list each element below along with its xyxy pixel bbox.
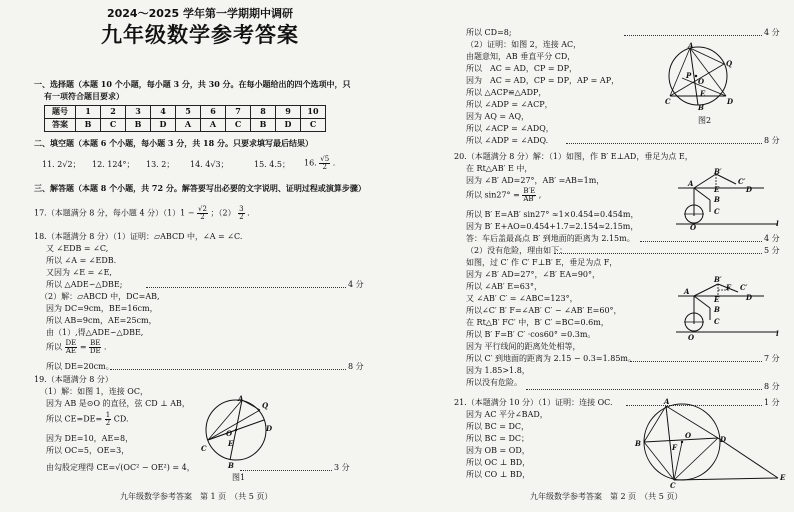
q18-ratio-end: . [103,342,107,352]
car2-label-c: C [714,317,720,326]
car1-label-c: C [714,207,720,216]
fig21-label-a: A [664,397,670,406]
section1-heading: 一、选择题（本题 10 个小题，每小题 3 分，共 30 分。在每小题给出的四个选项中，只 [34,79,351,89]
choice-answer-table [44,105,326,132]
car1-label-o: O [690,223,697,232]
car2-label-e: E [714,295,720,304]
fraction-numerator: √2 [198,205,207,213]
q18-line: 由（1）,得△ADE∽△DBE, [46,328,144,337]
q20-line: 在 Rt△AB′ E 中， [466,164,533,173]
fig21-label-f: F [672,443,677,452]
segment-qc [208,410,260,440]
table-cell-number: 1 [76,106,101,119]
car2-label-o: O [688,333,695,342]
fill-answer-13: 13. 2； [146,160,175,169]
q20-line: 因为 B′ E+AO=0.454+1.7=2.154≈2.15m， [466,222,639,231]
fill-answer-12: 12. 124°； [92,160,135,169]
score-leader [566,143,762,144]
table-cell-answer: B [76,119,101,132]
table-row2-label: 答案 [45,119,76,132]
q20-line: 在 Rt△B′ FC′ 中，B′ C′ =BC=0.6m， [466,318,609,327]
fraction-denominator: 2 [322,163,327,171]
q19b-line: 所以 AC = AD，CP = DP， [466,64,577,73]
right-page [402,0,794,512]
fraction [238,206,244,221]
fig2-label-a: A [688,41,694,50]
q20-sin-prefix: 所以 sin27° = [466,190,520,200]
fraction [197,206,208,221]
q18-line: 所以 AB=9cm，AE=25cm， [46,316,157,325]
fig1-label-c: C [201,444,207,453]
segment-de [718,435,778,478]
table-cell-answer: A [176,119,201,132]
score-label: 3 分 [334,463,350,472]
q20-line: 20.（本题满分 8 分）解：（1）如图，作 B′ E⊥AD，垂足为点 E， [454,152,693,161]
fraction-denominator: AB′ [523,195,536,203]
score-leader [110,369,346,370]
q19b-line: 所以 △ACP≌△ADP， [466,88,547,97]
fig21-label-e: E [780,473,786,482]
fill-answer-14: 14. 4√3； [190,160,229,169]
table-cell-number: 7 [226,106,251,119]
car2-label-a: A [684,287,690,296]
q19-line: 因为 AB 是⊙O 的直径，弦 CD ⊥ AB， [46,399,190,408]
q18-ratio-prefix: 所以 [46,342,62,352]
car1-label-c-prime: C′ [738,177,746,186]
q21-line: 因为 OB = OD， [466,446,530,455]
score-label: 1 分 [764,398,780,407]
table-row-answers [45,119,326,132]
table-cell-number: 10 [301,106,326,119]
table-cell-number: 5 [176,106,201,119]
score-label: 8 分 [764,382,780,391]
score-label: 5 分 [764,246,780,255]
q18-line: 所以 DE=20cm。 [46,362,114,371]
segment-bc [644,442,674,480]
q21-line: 所以 CO ⊥ BD， [466,470,531,479]
center-point-o [235,429,237,431]
segment-qc [670,64,724,96]
fig1-caption: 图1 [232,473,246,482]
fig2-label-d: D [727,97,734,106]
q21-line: 所以 BC = DC， [466,422,530,431]
q18-line: 18.（本题满分 8 分）（1）证明：▱ABCD 中，∠A = ∠C. [34,232,243,241]
q20-line: 答：车后盖最高点 B′ 到地面的距离为 2.15m。 [466,234,635,243]
fill-answer-16-suffix: . [332,158,336,168]
car1-label-b-prime: B′ [714,167,722,176]
q18-line: 所以 ∠A = ∠EDB. [46,256,117,265]
q18-line: 因为 DC=9cm，BE=16cm， [46,304,158,313]
score-leader [526,389,762,390]
q19-line: （1）解：如图 1，连接 OC， [40,387,148,396]
segment-cd [674,438,718,480]
q19b-line: 因为 AQ = AQ， [466,112,530,121]
fig1-label-d: D [266,424,273,433]
score-label: 8 分 [764,136,780,145]
segment-ab-prime [694,174,716,188]
score-label: 7 分 [764,354,780,363]
fraction-denominator: DE [89,347,101,355]
fraction-denominator: AE [65,347,76,355]
q19b-line: 所以 ∠ACP = ∠ADQ， [466,124,554,133]
q20-line: 所以∠C′ B′ F=∠AB′ C′ − ∠AB′ E=60°， [466,306,622,315]
fig1-label-a: A [238,394,244,403]
q18-line: 又 ∠EDB = ∠C, [46,244,109,253]
q17-mid: ；（2） [210,208,236,218]
car2-label-b: B [714,305,720,314]
q20-line-sin [466,188,541,203]
fraction-denominator: 2 [200,213,205,221]
q20-line: 所以 B′ E=AB′ sin27° ≈1×0.454=0.454m， [466,210,639,219]
table-cell-answer: D [276,119,301,132]
fig2-label-o: O [698,77,705,86]
table-cell-number: 3 [126,106,151,119]
q20-line: 所以 C′ 到地面的距离为 2.15 − 0.3=1.85m。 [466,354,636,363]
q19-half-prefix: 所以 CE=DE= [46,414,103,424]
q17-end: . [247,208,250,218]
q21-line: 因为 AC 平分∠BAD， [466,410,548,419]
score-label: 4 分 [764,28,780,37]
fig2-label-p: P [686,71,692,80]
exam-term-title: 2024～2025 学年第一学期期中调研 [106,7,294,20]
table-cell-answer: C [101,119,126,132]
fraction-denominator: 2 [105,419,111,427]
score-label: 8 分 [348,362,364,371]
q19-line: 由勾股定理得 CE=√(OC² − OE²) = 4， [46,463,195,472]
fig2-label-e: E [700,89,706,98]
fig1-label-o: O [226,429,233,438]
table-cell-number: 2 [101,106,126,119]
q17-prefix: 17.（本题满分 8 分，每小题 4 分）（1）1 − [34,208,195,218]
score-leader [624,35,762,36]
segment-ad [666,406,718,438]
car2-label-c-prime: C′ [740,283,748,292]
fig2-label-c: C [665,97,671,106]
fraction-denominator: 2 [239,213,244,221]
page-footer: 九年级数学参考答案 第 2 页 （共 5 页） [530,492,683,501]
fig21-label-c: C [670,481,676,490]
fraction-numerator: BE [90,339,101,347]
q19b-line: （2）证明：如图 2，连接 AC， [466,40,582,49]
q18-ratio-eq: = [79,342,87,352]
q19b-line: 所以 ∠ADP = ∠ADQ. [466,136,549,145]
fraction [522,188,536,203]
score-leader [554,253,762,254]
section2-heading: 二、填空题（本题 6 个小题，每小题 3 分，共 18 分。只要求填写最后结果） [34,138,313,148]
fig2-caption: 图2 [698,116,712,125]
fraction [319,156,330,171]
fraction-numerator: 3 [239,205,244,213]
fig21-label-b: B [635,439,641,448]
center-point-o [681,441,683,443]
score-leader [640,241,762,242]
q19b-line: 由题意知，AB 垂直平分 CD， [466,52,576,61]
q20-line: （2）没有危险，理由如下： [466,246,568,255]
table-cell-number: 6 [201,106,226,119]
fig1-label-q: Q [262,401,269,410]
q20-line: 所以 B′ F=B′ C′ ·cos60° =0.3m。 [466,330,596,339]
fig21-label-o: O [685,431,692,440]
fill-answer-11: 11. 2√2； [42,160,81,169]
segment-ab [694,296,710,308]
fig1-label-b: B [228,461,234,470]
answer-key-title: 九年级数学参考答案 [101,23,299,47]
table-row-numbers [45,106,326,119]
fraction [65,340,78,355]
q19-half-suffix: CD. [113,414,129,424]
score-label: 4 分 [348,280,364,289]
q20-line: 如图，过 C′ 作 C′ F⊥B′ E，垂足为点 F， [466,258,618,267]
q19b-line: 因为 AC = AD，CP = DP，AP = AP， [466,76,620,85]
table-cell-answer: C [226,119,251,132]
fig2-label-b: B [698,103,704,112]
table-cell-answer: B [251,119,276,132]
center-point-o [695,75,697,77]
fraction-numerator: DE [65,339,77,347]
segment-ab [694,188,710,200]
segment-aq [242,400,260,410]
q19b-line: 所以 ∠ADP = ∠ACP， [466,100,553,109]
q20-line: 因为 ∠B′ AD=27°，AB′ =AB=1m， [466,176,605,185]
q21-line: 所以 BC = DC； [466,434,530,443]
q20-line: 又 ∠AB′ C′ = ∠ABC=123°， [466,294,578,303]
section3-heading: 三、解答题（本题 8 个小题，共 72 分。解答要写出必要的文字说明、证明过程或演算步骤） [34,183,366,193]
fig1-label-e: E [228,439,234,448]
table-row1-label: 题号 [45,106,76,119]
q19-line: 因为 DE=10，AE=8， [46,434,134,443]
fraction [105,412,111,427]
page-footer: 九年级数学参考答案 第 1 页 （共 5 页） [120,492,273,501]
car1-label-d: D [746,185,753,194]
table-cell-answer: A [201,119,226,132]
q20-sin-end: , [538,190,542,200]
table-cell-number: 9 [276,106,301,119]
q19-line: 所以 OC=5，OE=3， [46,446,130,455]
segment-ab [644,406,666,442]
q20-line: 所以 ∠AB′ E=63°， [466,282,542,291]
fill-answer-16 [304,156,335,171]
q20-line: 所以没有危险。 [466,378,522,387]
q21-line: 所以 OC ⊥ BD， [466,458,531,467]
q21-line: 21.（本题满分 10 分）（1）证明：连接 OC. [454,398,613,407]
car2-label-f: F [726,283,731,292]
car1-label-b: B [714,195,720,204]
q17-answer [34,206,250,221]
score-leader [146,287,346,288]
fraction [89,340,101,355]
q19-line-half [46,412,129,427]
figure-21-circle-diagram [632,398,782,488]
car1-label-a: A [688,179,694,188]
car1-label-e: E [714,185,720,194]
score-label: 4 分 [764,234,780,243]
q20-line: 因为 ∠B′ AD=27°，∠B′ EA=90°， [466,270,600,279]
fig2-label-q: Q [726,59,733,68]
fraction-numerator: B′E [523,187,536,195]
q20-line: 因为 1.85>1.8， [466,366,530,375]
q18-line: 又因为 ∠E = ∠E, [46,268,112,277]
table-cell-answer: D [151,119,176,132]
q19b-line: 所以 CD=8; [466,28,512,37]
q20-line: 因为 平行线间的距离处处相等， [466,342,581,351]
car2-label-b-prime: B′ [714,275,722,284]
table-cell-number: 4 [151,106,176,119]
fraction-numerator: √5 [320,155,330,163]
car2-label-l: l [776,329,779,338]
section1-heading-cont: 有一项符合题目要求） [44,91,124,101]
car2-label-d: D [746,293,753,302]
score-leader [630,361,762,362]
q19-line: 19.（本题满分 8 分） [34,375,113,384]
q18-line-ratio [46,340,106,355]
q18-line: （2）解：▱ABCD 中，DC=AB, [40,292,160,301]
car1-label-l: l [776,219,779,228]
fig21-label-d: D [720,435,727,444]
table-cell-answer: B [126,119,151,132]
table-cell-answer: C [301,119,326,132]
q18-line: 所以 △ADE∽△DBE; [46,280,123,289]
fill-answer-15: 15. 4.5； [254,160,290,169]
table-cell-number: 8 [251,106,276,119]
fill-answer-16-prefix: 16. [304,158,317,168]
fraction-numerator: 1 [105,411,111,419]
